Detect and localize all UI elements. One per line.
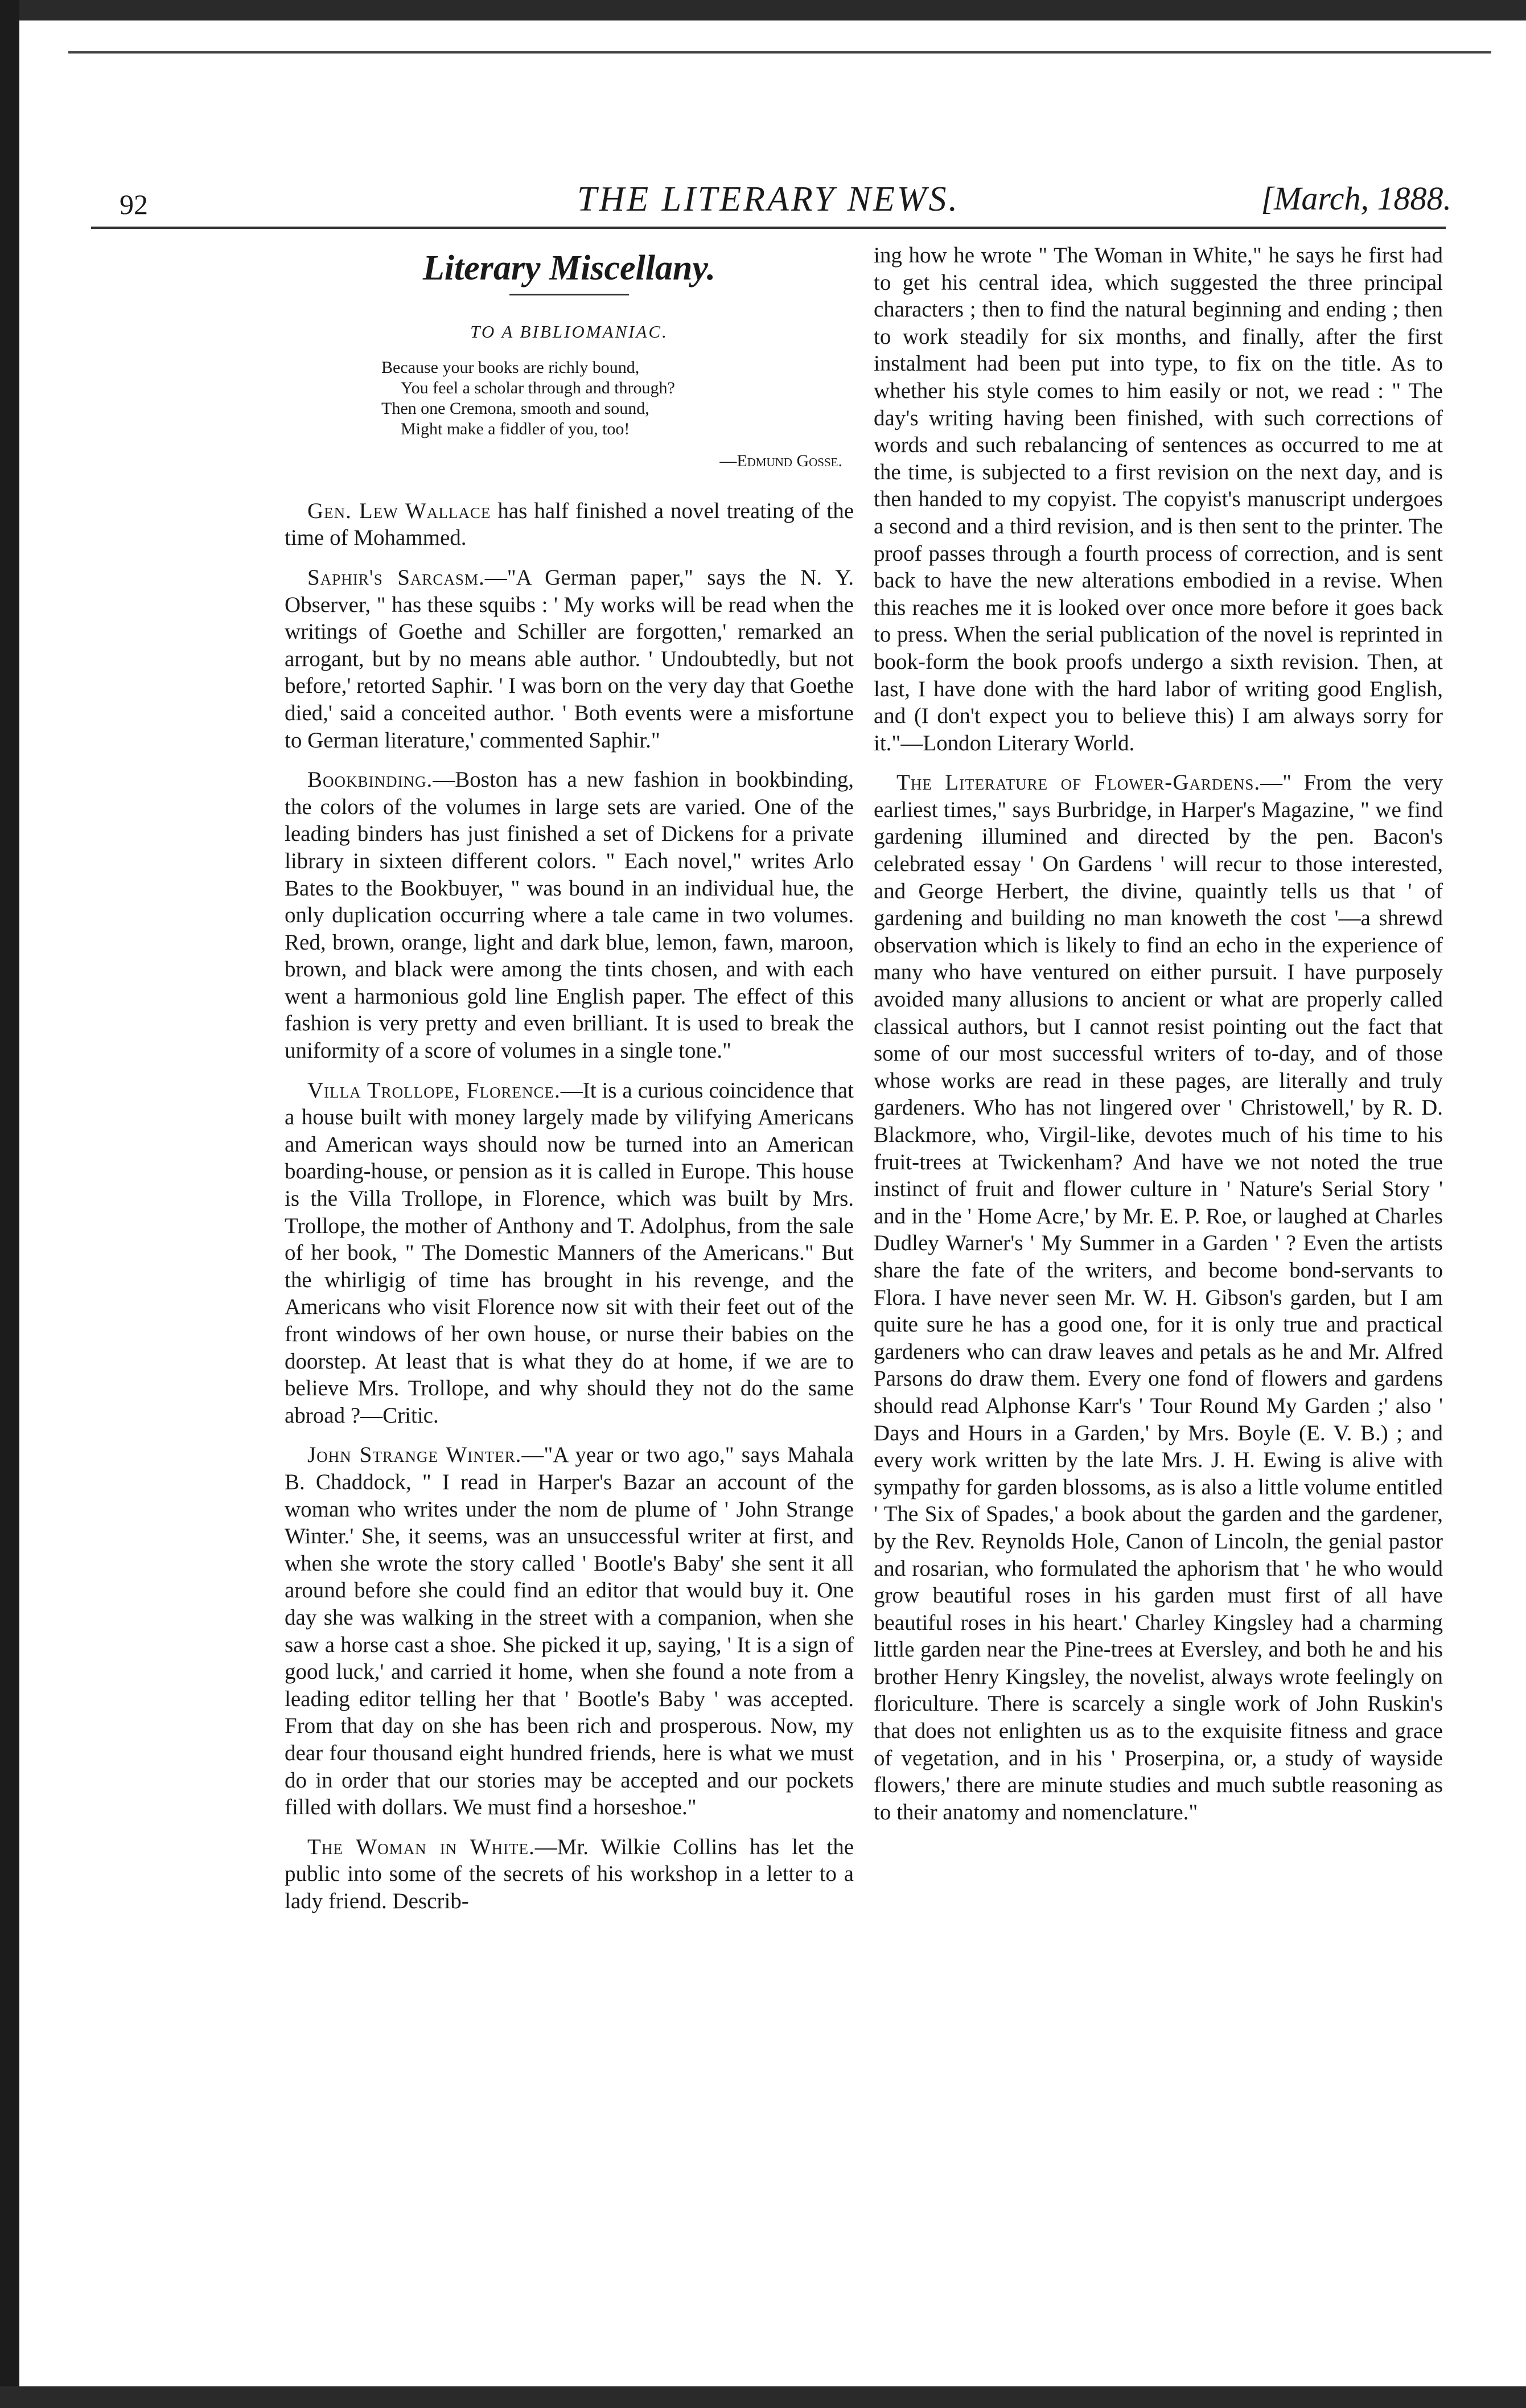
poem (381, 357, 854, 439)
paragraph-text: —It is a curious coincidence that a house built with money largely made by vilifying Americans and American ways should now be turned into an American boarding-house, or pension as it is called in Europe. This house is the Villa Trollope, in Florence, which was built by Mrs. Trollope, the mother of Anthony and T. Adolphus, from the sale of her book, " The Domestic Manners of the Americans." But the whirligig of time has brought in his revenge, and the Americans who visit Florence now sit with their feet out of the front windows of her own house, or nurse their babies on the doorstep. At least that is what they do at home, if we are to believe Mrs. Trollope, and why should they not do the same abroad ?—Critic. (285, 1078, 854, 1428)
paragraph-wallace (285, 498, 854, 552)
paragraph-lead: Saphir's Sarcasm. (307, 565, 485, 590)
paragraph-lead: The Woman in White. (307, 1834, 535, 1859)
paragraph-lead: Bookbinding. (307, 767, 433, 792)
poem-title: TO A BIBLIOMANIAC. (470, 321, 668, 342)
section-rule (509, 294, 629, 295)
scan-top-rule (68, 51, 1491, 54)
paragraph-text: —Boston has a new fashion in bookbinding, the colors of the volumes in large sets are varied. One of the leading binders has just finished a set of Dickens for a private library in sixteen different colors. " Each novel," writes Arlo Bates to the Bookbuyer, " was bound in an individual hue, the only duplication occurring where a tale came in two volumes. Red, brown, orange, light and dark blue, lemon, fawn, maroon, brown, and black were among the tints chosen, and with each went a harmonious gold line English paper. The effect of this fashion is very pretty and even brilliant. It is used to break the uniformity of a score of volumes in a single tone." (285, 767, 854, 1063)
left-column (285, 245, 854, 1927)
poem-line: Then one Cremona, smooth and sound, (381, 399, 649, 418)
paragraph-lead: Gen. Lew Wallace (307, 498, 491, 523)
poem-line: Might make a fiddler of you, too! (401, 420, 630, 439)
paragraph-lead: Villa Trollope, Florence. (307, 1078, 561, 1103)
right-column (874, 242, 1443, 1838)
paragraph-lead: John Strange Winter. (307, 1443, 522, 1468)
paragraph-flower-gardens (874, 769, 1443, 1826)
running-title: THE LITERARY NEWS. (577, 180, 960, 219)
scan-top-border (0, 0, 1526, 20)
header-rule (91, 227, 1446, 229)
paragraph-text: —"A German paper," says the N. Y. Observer, " has these squibs : ' My works will be read when the writings of Goethe and Schiller are forgotten,' remarked an arrogant, but by no means able author. ' Undoubtedly, but not before,' retorted Saphir. ' I was born on the very day that Goethe died,' said a conceited author. ' Both events were a misfortune to German literature,' commented Saphir." (285, 565, 854, 753)
scan-bottom-border (0, 2386, 1526, 2408)
poem-line: Because your books are richly bound, (381, 358, 640, 377)
page-header (85, 171, 1451, 222)
paragraph-strange-winter (285, 1441, 854, 1821)
paragraph-villa-trollope (285, 1077, 854, 1429)
scan-left-border (0, 0, 19, 2408)
paragraph-text: —" From the very earliest times," says Burbridge, in Harper's Magazine, " we find gardening illumined and directed by the pen. Bacon's celebrated essay ' On Gardens ' will recur to those interested, and George Herbert, the divine, quaintly tells us that ' of gardening and building no man knoweth the cost '—a shrewd observation which is likely to find an echo in the experience of many who have ventured on either pursuit. I have purposely avoided many allusions to ancient or what are properly called classical authors, but I cannot resist pointing out the fact that some of our most successful writers of to-day, and of those whose works are read in these pages, are literally and truly gardeners. Who has not lingered over ' Christowell,' by R. D. Blackmore, who, Virgil-like, devotes much of his time to his fruit-trees at Twickenham? And have we not noted the true instinct of fruit and flower culture in ' Nature's Serial Story ' and in the ' Home Acre,' by Mr. E. P. Roe, or laughed at Charles Dudley Warner's ' My Summer in a Garden ' ? Even the artists share the fate of the writers, and become bond-servants to Flora. I have never seen Mr. W. H. Gibson's garden, but I am quite sure he has a good one, for it is only true and practical gardeners who can draw leaves and petals as he and Mr. Alfred Parsons do draw them. Every one fond of flowers and gardens should read Alphonse Karr's ' Tour Round My Garden ;' also ' Days and Hours in a Garden,' by Mrs. Boyle (E. V. B.) ; and every work written by the late Mrs. J. H. Ewing is alive with sympathy for garden blossoms, as is also a little volume entitled ' The Six of Spades,' a book about the garden and the gardener, by the Rev. Reynolds Hole, Canon of Lincoln, the genial pastor and rosarian, who formulated the aphorism that ' he who would grow beautiful roses in his garden must first of all have beautiful roses in his heart.' Charley Kingsley had a charming little garden near the Pine-trees at Eversley, and both he and his brother Henry Kingsley, the novelist, always wrote feelingly on floriculture. There is scarcely a single work of John Ruskin's that does not enlighten us as to the exquisite fitness and grace of vegetation, and in his ' Proserpina, or, a study of wayside flowers,' there are minute studies and much subtle reasoning as to their anatomy and nomenclature." (874, 770, 1443, 1825)
page-number: 92 (120, 188, 148, 220)
paragraph-text: —"A year or two ago," says Mahala B. Chaddock, " I read in Harper's Bazar an account of the woman who writes under the nom de plume of ' John Strange Winter.' She, it seems, was an unsuccessful writer at first, and when she wrote the story called ' Bootle's Baby' she sent it all around before she could find an editor that would buy it. One day she was walking in the street with a companion, when she saw a horse cast a shoe. She picked it up, saying, ' It is a sign of good luck,' and carried it home, when she found a note from a leading editor telling her that ' Bootle's Baby ' was accepted. From that day on she has been rich and prosperous. Now, my dear four thousand eight hundred friends, here is what we must do in order that our stories may be accepted and our pockets filled with dollars. We must find a horseshoe." (285, 1443, 854, 1820)
section-title: Literary Miscellany. (422, 249, 716, 287)
paragraph-text: has half finished a novel treating of the time of Mohammed. (285, 498, 854, 550)
poem-line: You feel a scholar through and through? (401, 379, 675, 398)
paragraph-lead: The Literature of Flower-Gardens. (896, 770, 1261, 795)
paragraph-woman-in-white (285, 1834, 854, 1915)
paragraph-text: —Mr. Wilkie Collins has let the public into some of the secrets of his workshop in a letter to a lady friend. Describ- (285, 1834, 854, 1913)
paragraph-woman-in-white-continued: ing how he wrote " The Woman in White," he says he first had to get his central idea, which suggested the three principal characters ; then to find the natural beginning and ending ; then to work steadily for six months, and finally, after the first instalment had been put into type, to fix on the title. As to whether his style comes to him easily or not, we read : " The day's writing having been finished, with such corrections of words and such rebalancing of sentences as occurred to me at the time, is subjected to a first revision on the next day, and is then handed to my copyist. The copyist's manuscript undergoes a second and a third revision, and is then sent to the printer. The proof passes through a fourth process of correction, and is sent back to have the new alterations embodied in a revise. When this reaches me it is looked over once more before it goes back to press. When the serial publication of the novel is reprinted in book-form the book proofs undergo a sixth revision. Then, at last, I have done with the hard labor of writing good English, and (I don't expect you to believe this) I am always sorry for it."—London Literary World. (874, 243, 1443, 755)
paragraph-saphir (285, 564, 854, 754)
paragraph-bookbinding (285, 766, 854, 1065)
poem-author: —Edmund Gosse. (719, 451, 842, 471)
issue-date: [March, 1888. (1261, 180, 1451, 217)
